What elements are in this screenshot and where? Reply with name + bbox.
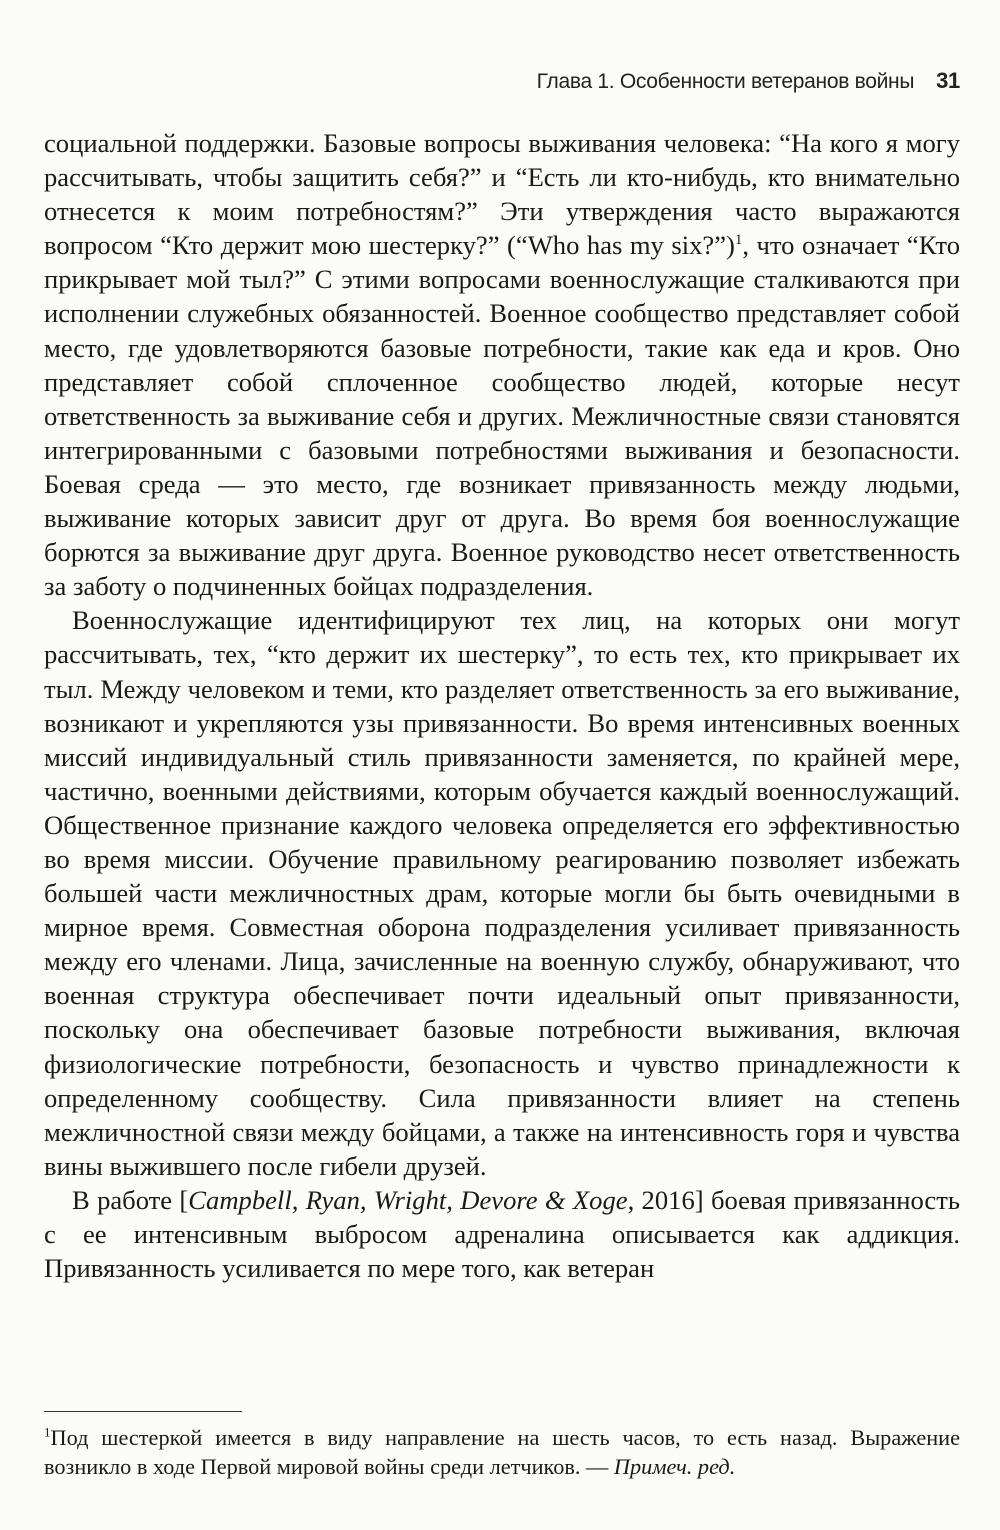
footnote bbox=[44, 1423, 960, 1481]
paragraph-2: Военнослужащие идентифицируют тех лиц, на которых они могут рассчитывать, тех, “кто держит их шестерку”, то есть тех, кто прикрывает их тыл. Между человеком и теми, кто разделяет ответственность за его выживание, возникают и укрепляются узы привязанности. Во время интенсивных военных миссий индивидуальный стиль привязанности заменяется, по крайней мере, частично, военными действиями, которым обучается каждый военнослужащий. Общественное признание каждого человека определяется его эффективностью во время миссии. Обучение правильному реагированию позволяет избежать большей части межличностных драм, которые могли бы быть очевидными в мирное время. Совместная оборона подразделения усиливает привязанность между его членами. Лица, зачисленные на военную службу, обнаруживают, что военная структура обеспечивает почти идеальный опыт привязанности, поскольку она обеспечивает базовые потребности выживания, включая физиологические потребности, безопасность и чувство принадлежности к определенному сообществу. Сила привязанности влияет на степень межличностной связи между бойцами, а также на интенсивность горя и чувства вины выжившего после гибели друзей. bbox=[44, 605, 960, 1181]
paragraph-1 bbox=[44, 126, 960, 603]
editor-note: Примеч. ред. bbox=[613, 1454, 736, 1479]
footnote-marker: 1 bbox=[44, 1424, 51, 1440]
book-page bbox=[44, 0, 960, 1530]
running-header bbox=[537, 68, 960, 94]
body-text bbox=[44, 126, 960, 1285]
paragraph-1-text-b: , что означает “Кто прикрывает мой тыл?” С этими вопросами военнослужащие сталкиваются при исполнении служебных обязанностей. Военное сообщество представляет собой место, где удовлетворяются базовые потребности, такие как еда и кров. Оно представляет собой сплоченное сообщество людей, которые несут ответственность за выживание себя и других. Межличностные связи становятся интегрированными с базовыми потребностями выживания и безопасности. Боевая среда — это место, где возникает привязанность между людьми, выживание которых зависит друг от друга. Во время боя военнослужащие борются за выживание друг друга. Военное руководство несет ответственность за заботу о подчиненных бойцах подразделения. bbox=[44, 230, 960, 602]
footnote-text: Под шестеркой имеется в виду направление на шесть часов, то есть назад. Выражение возникло в ходе Первой мировой войны среди летчиков. — bbox=[44, 1425, 960, 1479]
footnote-divider bbox=[44, 1411, 242, 1412]
paragraph-1-text-a: социальной поддержки. Базовые вопросы выживания человека: “На кого я могу рассчитывать, чтобы защитить себя?” и “Есть ли кто-нибудь, кто внимательно отнесется к моим потребностям?” Эти утверждения часто выражаются вопросом “Кто держит мою шестерку?” (“Who has my six?”) bbox=[44, 128, 960, 261]
paragraph-3 bbox=[44, 1183, 960, 1285]
paragraph-3-text-a: В работе [ bbox=[72, 1184, 189, 1215]
page-number: 31 bbox=[936, 68, 960, 93]
citation-authors: Campbell, Ryan, Wright, Devore & Xoge bbox=[188, 1184, 628, 1215]
citation-year: , 2016] bbox=[627, 1184, 704, 1215]
chapter-title: Глава 1. Особенности ветеранов войны bbox=[536, 70, 915, 93]
paragraph-3-text-b: боевая привязанность с ее интенсивным выбросом адреналина описывается как аддикция. Привязанность усиливается по мере того, как ветеран bbox=[44, 1184, 960, 1284]
footnote-reference: 1 bbox=[734, 232, 743, 249]
